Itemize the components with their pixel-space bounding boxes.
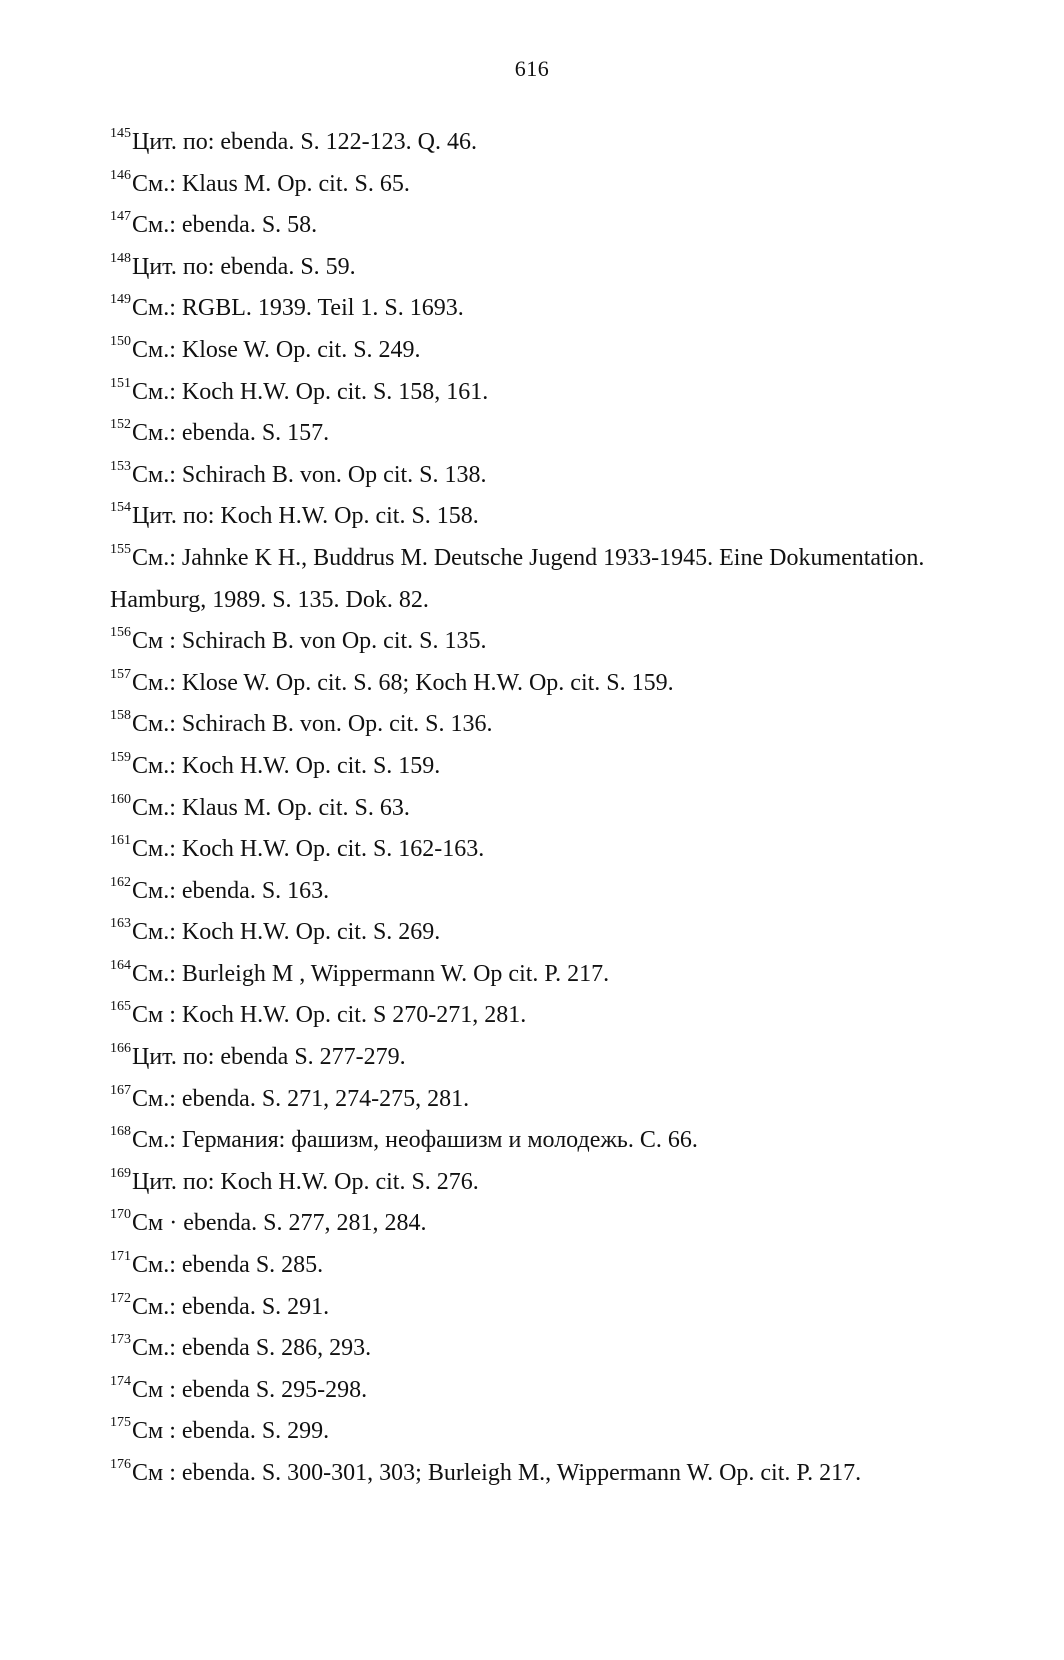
footnote-number: 148: [110, 250, 131, 266]
footnote-158: [110, 704, 1000, 746]
footnote-text: Цит. по: ebenda. S. 122-123. Q. 46.: [132, 129, 477, 155]
footnote-text: См.: Koch H.W. Op. cit. S. 159.: [132, 752, 441, 779]
footnote-number: 166: [110, 1041, 131, 1057]
footnote-text: См.: ebenda. S. 157.: [132, 420, 330, 447]
footnote-text: См.: Koch H.W. Op. cit. S. 158, 161.: [132, 378, 489, 405]
footnote-151: [110, 372, 1000, 414]
footnote-164: [110, 954, 1000, 996]
footnote-147: [110, 205, 1000, 247]
footnote-162: [110, 871, 1000, 913]
footnote-number: 157: [110, 666, 131, 682]
footnote-176: [110, 1453, 1000, 1495]
footnote-157: [110, 663, 1000, 705]
footnote-149: [110, 288, 1000, 330]
footnote-number: 169: [110, 1165, 131, 1181]
footnote-text: См.: ebenda. S. 163.: [132, 877, 330, 904]
footnote-number: 172: [110, 1290, 131, 1306]
footnote-175: [110, 1411, 1000, 1453]
footnote-146: [110, 164, 1000, 206]
footnote-160: [110, 788, 1000, 830]
footnote-170: [110, 1203, 1000, 1245]
footnote-172: [110, 1287, 1000, 1329]
footnote-number: 162: [110, 874, 131, 890]
footnote-text: См.: ebenda. S. 58.: [132, 212, 318, 239]
footnote-number: 151: [110, 375, 131, 391]
footnote-number: 164: [110, 957, 131, 973]
footnote-number: 145: [110, 126, 131, 141]
footnote-text: См.: Klaus M. Op. cit. S. 65.: [132, 170, 410, 197]
footnote-text: См.: Jahnke K H., Buddrus M. Deutsche Jugend 1933-1945. Eine Dokumentation. Hamburg, 1989. S. 135. Dok. 82.: [110, 544, 925, 613]
footnote-173: [110, 1328, 1000, 1370]
footnote-text: См : ebenda. S. 300-301, 303; Burleigh M., Wippermann W. Op. cit. P. 217.: [132, 1460, 862, 1486]
footnote-number: 161: [110, 833, 131, 849]
footnote-text: Цит. по: Koch H.W. Op. cit. S. 158.: [132, 503, 479, 530]
footnote-text: Цит. по: ebenda S. 277-279.: [132, 1044, 406, 1071]
footnote-text: См.: Klaus M. Op. cit. S. 63.: [132, 794, 410, 821]
footnote-167: [110, 1079, 1000, 1121]
footnote-text: См.: ebenda. S. 291.: [132, 1293, 330, 1320]
footnote-number: 165: [110, 999, 131, 1015]
footnote-number: 150: [110, 333, 131, 349]
footnote-text: См.: Schirach B. von. Op cit. S. 138.: [132, 461, 487, 488]
footnote-number: 156: [110, 625, 131, 641]
footnote-number: 149: [110, 292, 131, 308]
footnote-text: См.: ebenda S. 285.: [132, 1252, 324, 1279]
footnote-text: См.: Schirach B. von. Op. cit. S. 136.: [132, 711, 493, 738]
footnote-number: 176: [110, 1457, 131, 1472]
footnote-number: 171: [110, 1249, 131, 1265]
footnote-163: [110, 912, 1000, 954]
footnote-165: [110, 995, 1000, 1037]
footnote-154: [110, 496, 1000, 538]
footnote-text: См.: RGBL. 1939. Teil 1. S. 1693.: [132, 295, 464, 322]
page-number: 616: [514, 56, 550, 81]
footnote-text: См.: ebenda S. 286, 293.: [132, 1335, 372, 1362]
footnote-text: См : ebenda. S. 299.: [132, 1418, 330, 1445]
footnote-text: См.: Klose W. Op. cit. S. 249.: [132, 336, 421, 363]
footnote-text: См : ebenda S. 295-298.: [132, 1376, 368, 1403]
footnote-number: 167: [110, 1082, 131, 1098]
footnote-number: 159: [110, 749, 131, 765]
footnote-152: [110, 413, 1000, 455]
footnote-number: 175: [110, 1415, 131, 1431]
footnote-171: [110, 1245, 1000, 1287]
footnote-text: См : Schirach B. von Op. cit. S. 135.: [132, 628, 487, 655]
footnote-number: 146: [110, 167, 131, 183]
footnote-number: 170: [110, 1207, 131, 1223]
footnote-text: См : Koch H.W. Op. cit. S 270-271, 281.: [132, 1002, 527, 1029]
footnote-text: См.: ebenda. S. 271, 274-275, 281.: [132, 1085, 470, 1112]
footnote-161: [110, 829, 1000, 871]
footnote-number: 155: [110, 541, 131, 557]
footnote-number: 174: [110, 1373, 131, 1389]
footnote-166: [110, 1037, 1000, 1079]
footnote-text: Цит. по: Koch H.W. Op. cit. S. 276.: [132, 1168, 479, 1195]
footnote-150: [110, 330, 1000, 372]
footnote-168: [110, 1120, 1000, 1162]
footnote-159: [110, 746, 1000, 788]
footnote-155: [110, 538, 1000, 621]
footnote-text: См.: Koch H.W. Op. cit. S. 162-163.: [132, 836, 485, 863]
footnote-number: 153: [110, 458, 131, 474]
footnote-number: 147: [110, 209, 131, 225]
footnote-list: [110, 122, 1000, 1495]
footnote-text: См.: Koch H.W. Op. cit. S. 269.: [132, 919, 441, 946]
footnote-text: См.: Германия: фашизм, неофашизм и молодежь. С. 66.: [132, 1127, 698, 1154]
footnote-number: 173: [110, 1332, 131, 1348]
footnote-145: [110, 122, 1000, 164]
footnote-number: 152: [110, 417, 131, 433]
footnote-148: [110, 247, 1000, 289]
footnote-number: 154: [110, 500, 131, 516]
footnote-number: 163: [110, 916, 131, 932]
footnote-number: 158: [110, 708, 131, 724]
footnote-156: [110, 621, 1000, 663]
footnote-174: [110, 1370, 1000, 1412]
footnote-number: 160: [110, 791, 131, 807]
footnote-number: 168: [110, 1124, 131, 1140]
footnote-text: См.: Burleigh M , Wippermann W. Op cit. P. 217.: [132, 960, 610, 987]
footnote-text: Цит. по: ebenda. S. 59.: [132, 253, 356, 280]
footnote-text: См · ebenda. S. 277, 281, 284.: [132, 1210, 427, 1237]
footnote-153: [110, 455, 1000, 497]
footnote-169: [110, 1162, 1000, 1204]
footnote-text: См.: Klose W. Op. cit. S. 68; Koch H.W. Op. cit. S. 159.: [132, 669, 674, 696]
